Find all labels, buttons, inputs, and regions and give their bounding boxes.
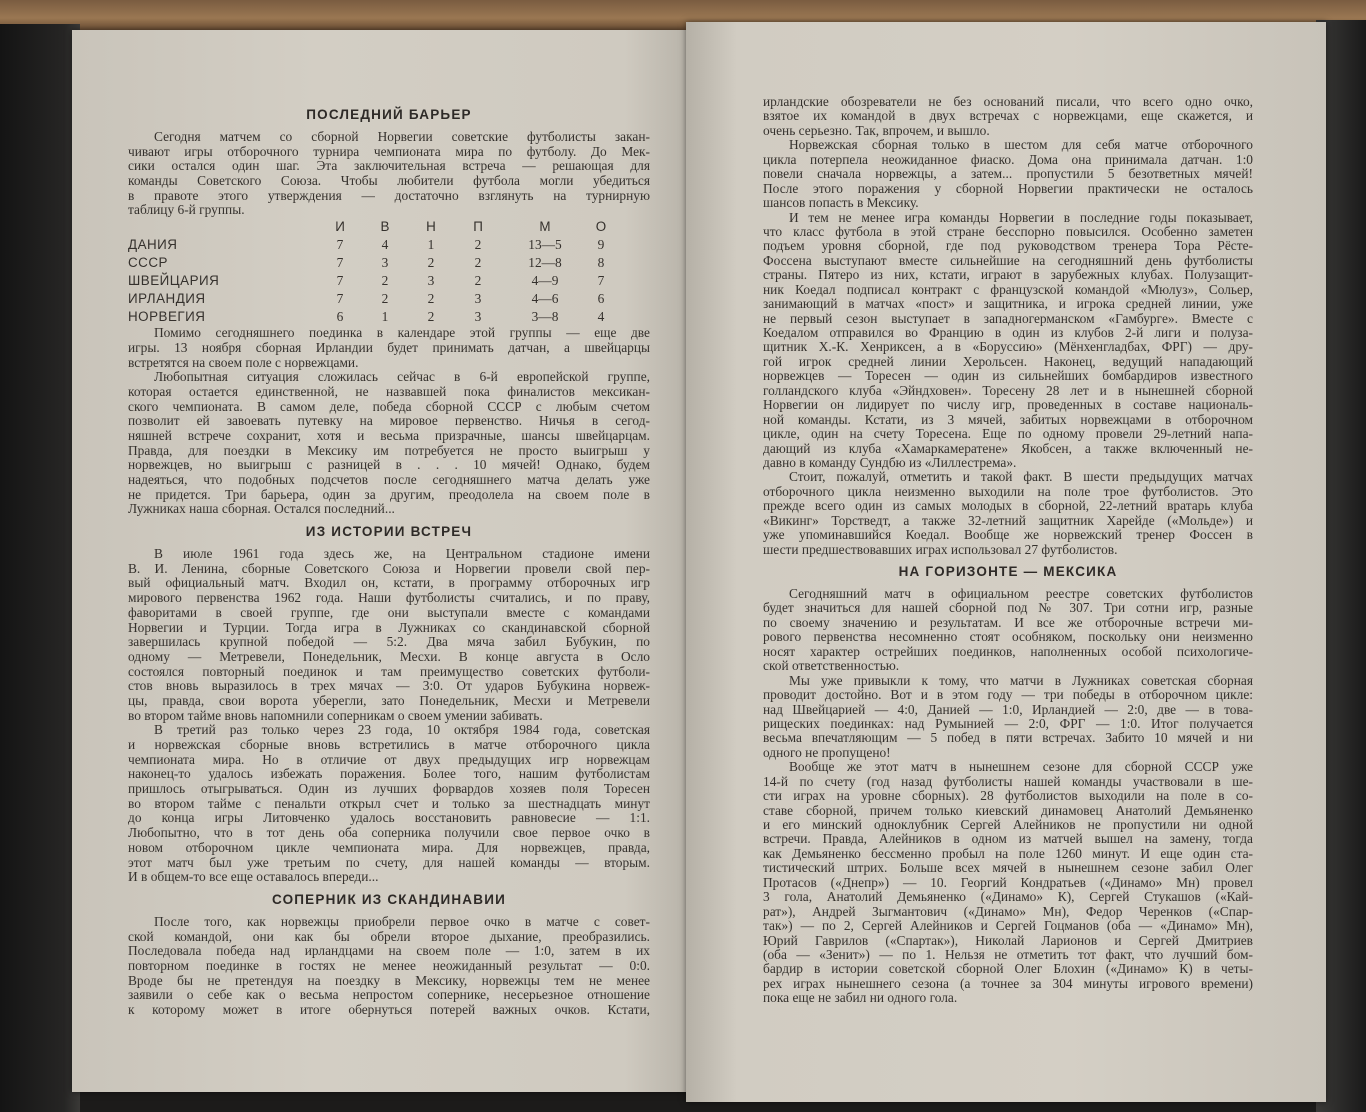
text-line: И в общем-то все еще оставалось впереди... bbox=[128, 869, 379, 885]
text-line: няшней встрече сохранит, хотя и весьма призрачные, шансы швейцарцам. bbox=[128, 427, 650, 443]
text-line: Коедалом отправился во Францию в один из клубов 2-й лиги и полуза- bbox=[763, 325, 1253, 340]
text-line: Протасов («Днепр») — 10. Георгий Кондратьев («Динамо» Мн) провел bbox=[763, 874, 1253, 890]
standings-row bbox=[128, 290, 650, 308]
section-heading: НА ГОРИЗОНТЕ — МЕКСИКА bbox=[898, 564, 1118, 579]
paragraph bbox=[763, 138, 1253, 210]
stat-cell: 7 bbox=[336, 237, 344, 253]
text-line: Фоссена выступают вместе сильнейшие на сегодняшний день футболисты bbox=[763, 252, 1253, 268]
text-line: ставе сборной, причем только киевский динамовец Анатолий Демьяненко bbox=[763, 802, 1253, 818]
text-line: ной команды. Кстати, из 3 мячей, забитых норвежцами в отборочном bbox=[763, 411, 1253, 427]
stat-cell: 13—5 bbox=[528, 237, 562, 253]
text-line: Любопытная ситуация сложилась сейчас в 6-й европейской группе, bbox=[154, 369, 650, 385]
column-header: О bbox=[595, 219, 607, 235]
standings-row bbox=[128, 308, 650, 326]
stat-cell: 2 bbox=[474, 273, 482, 289]
text-line: встречи. Правда, Алейников в одном из матчей вышел на замену, тогда bbox=[763, 831, 1253, 847]
stat-cell: 4 bbox=[381, 237, 389, 253]
standings-header-row bbox=[128, 218, 650, 236]
text-line: и норвежская сборные вновь встретились в матче отборочного цикла bbox=[128, 737, 650, 752]
standings-row bbox=[128, 254, 650, 272]
left-page-text-column bbox=[128, 100, 650, 1018]
column-header: М bbox=[539, 219, 551, 235]
stat-cell: 2 bbox=[427, 291, 435, 307]
stat-cell: 12—8 bbox=[528, 255, 562, 271]
team-name: ДАНИЯ bbox=[128, 237, 178, 253]
text-line: весьма впечатляющим — 5 побед в пяти встречах. Забито 10 мячей и ни bbox=[763, 730, 1253, 746]
text-line: Мы уже привыкли к тому, что матчи в Лужниках советская сборная bbox=[789, 672, 1253, 688]
text-line: наконец-то удалось избежать поражения. Более того, нашим футболистам bbox=[128, 766, 650, 782]
text-line: не придется. Три барьера, один за другим, преодолела на своем поле в bbox=[128, 486, 650, 502]
text-line: к которому может в итоге обернуться потерей важных очков. Кстати, bbox=[128, 1002, 650, 1017]
team-name: СССР bbox=[128, 255, 168, 271]
text-line: рового первенства несомненно стоят особняком, поскольку они неизменно bbox=[763, 629, 1253, 645]
text-line: шансов попасть в Мексику. bbox=[763, 195, 919, 211]
stat-cell: 4—9 bbox=[531, 273, 559, 289]
paragraph bbox=[128, 326, 650, 370]
stat-cell: 3—8 bbox=[531, 309, 559, 325]
text-line: Норвегии он лидирует по числу игр, проведенных в составе националь- bbox=[763, 397, 1253, 413]
text-line: позволит ей завоевать путевку на мировое первенство. Ничья в сегод- bbox=[128, 413, 650, 429]
team-name: ШВЕЙЦАРИЯ bbox=[128, 273, 220, 289]
text-line: подъем уровня сборной, где под руководством тренера Тора Рёсте- bbox=[763, 238, 1253, 254]
right-page-text-column bbox=[763, 95, 1253, 1006]
stat-cell: 2 bbox=[474, 237, 482, 253]
text-line: тистический штрих. Больше всех мячей в нынешнем сезоне забил Олег bbox=[763, 860, 1253, 876]
section-heading: СОПЕРНИК ИЗ СКАНДИНАВИИ bbox=[271, 891, 507, 907]
text-line: норвежцев — Торесен — один из сильнейших бомбардиров известного bbox=[763, 368, 1253, 384]
stat-cell: 6 bbox=[597, 291, 605, 307]
text-line: Сегодняшний матч в официальном реестре советских футболистов bbox=[789, 586, 1253, 601]
column-header: И bbox=[335, 219, 345, 235]
paragraph bbox=[763, 211, 1253, 471]
text-line: гой игрок средней линии Херольсен. Наконец, ведущий нападающий bbox=[763, 353, 1253, 369]
text-line: И тем не менее игра команды Норвегии в последние годы показывает, bbox=[789, 209, 1253, 225]
text-line: надеяться, что подобных подсчетов после сегодняшнего матча делать уже bbox=[128, 472, 650, 487]
stat-cell: 3 bbox=[474, 291, 482, 307]
text-line: рех играх нынешнего сезона (а точнее за 304 минуты игрового времени) bbox=[763, 975, 1253, 991]
stat-cell: 7 bbox=[597, 273, 605, 289]
standings-table bbox=[128, 218, 650, 326]
paragraph bbox=[763, 95, 1253, 138]
stat-cell: 3 bbox=[381, 255, 389, 271]
text-line: Юрий Гаврилов («Спартак»), Николай Ларионов и Сергей Дмитриев bbox=[763, 932, 1253, 948]
column-header: П bbox=[473, 219, 483, 235]
text-line: рищеских поединках: над Румынией — 2:0, ФРГ — 1:0. Итог получается bbox=[763, 715, 1253, 731]
text-line: шести предшествовавших играх использовал 27 футболистов. bbox=[763, 541, 1118, 557]
stat-cell: 3 bbox=[427, 273, 435, 289]
text-line: После этого поражения у сборной Норвегии практически не осталось bbox=[763, 180, 1253, 196]
text-line: повторном поединке в гостях не менее неожиданный результат — 0:0. bbox=[128, 957, 650, 973]
stat-cell: 2 bbox=[427, 309, 435, 325]
text-line: отборочного цикла неизменно выходили на поле трое футболистов. Это bbox=[763, 483, 1253, 499]
column-header: Н bbox=[426, 219, 436, 235]
text-line: бардир в истории советской сборной Олег Блохин («Динамо» К) в четы- bbox=[763, 961, 1253, 977]
text-line: повели сначала норвежцы, а затем... пропустили 5 безответных мячей! bbox=[763, 166, 1253, 182]
text-line: сти играх на уровне сборных). 28 футболистов выходили на поле в со- bbox=[763, 788, 1253, 804]
text-line: ирландские обозреватели не без оснований писали, что всего одно очко, bbox=[763, 94, 1253, 109]
text-line: прежде всего один из самых молодых в сборной, 22-летний вратарь клуба bbox=[763, 498, 1253, 514]
stat-cell: 6 bbox=[336, 309, 344, 325]
text-line: фаворитами в своей группе, где они выступали вместе с командами bbox=[128, 604, 650, 620]
text-line: команды Советского Союза. Чтобы любители футбола могли убедиться bbox=[128, 173, 650, 189]
text-line: Последовала победа над ирландцами на своем поле — 1:0, затем в их bbox=[128, 943, 650, 959]
stat-cell: 4—6 bbox=[531, 291, 559, 307]
stat-cell: 8 bbox=[597, 255, 605, 271]
stat-cell: 2 bbox=[381, 291, 389, 307]
text-line: очень серьезно. Так, впрочем, и вышло. bbox=[763, 122, 990, 138]
paragraph bbox=[128, 723, 650, 885]
text-line: цикла потерпела неожиданное фиаско. Дома она принимала датчан. 1:0 bbox=[763, 151, 1253, 167]
stat-cell: 1 bbox=[381, 309, 389, 325]
text-line: этот матч был уже третьим по счету, для нашей команды — вторым. bbox=[128, 854, 650, 870]
text-line: мирового первенства 1962 года. Наши футболисты считались, и по праву, bbox=[128, 590, 650, 606]
text-line: во втором тайме вновь напомнили соперникам о своем умении забивать. bbox=[128, 707, 543, 723]
stat-cell: 7 bbox=[336, 255, 344, 271]
text-line: Сегодня матчем со сборной Норвегии советские футболисты закан- bbox=[154, 129, 650, 144]
text-line: рат»), Андрей Зыгмантович («Динамо» Мн), Федор Черенков («Спар- bbox=[763, 903, 1253, 919]
paragraph bbox=[128, 915, 650, 1018]
text-line: одного не пропущено! bbox=[763, 744, 891, 760]
text-line: Норвегии и Турции. Тогда игра в Лужниках со скандинавской сборной bbox=[128, 619, 650, 635]
text-line: носят характер острейших поединков, наполненных особой психологиче- bbox=[763, 643, 1253, 659]
text-line: сики остался один шаг. Эта заключительная встреча — решающая для bbox=[128, 158, 650, 174]
text-line: голландского клуба «Эйндховен». Торесену 28 лет и в нынешней сборной bbox=[763, 382, 1253, 398]
stat-cell: 7 bbox=[336, 273, 344, 289]
text-line: В третий раз только через 23 года, 10 октября 1984 года, советская bbox=[154, 722, 650, 738]
text-line: ской командой, они как бы обрели второе дыхание, преобразились. bbox=[128, 928, 650, 944]
text-line: Помимо сегодняшнего поединка в календаре этой группы — еще две bbox=[154, 325, 650, 341]
stat-cell: 2 bbox=[427, 255, 435, 271]
text-line: чивают игры отборочного турнира чемпионата мира по футболу. До Мек- bbox=[128, 143, 650, 159]
text-line: Правда, для поездки в Мексику им потребуется не просто выигрыш у bbox=[128, 442, 650, 458]
text-line: вый официальный матч. Входил он, кстати, в программу отборочных игр bbox=[128, 575, 650, 591]
text-line: давно в команду Сундбю из «Лиллестрема». bbox=[763, 454, 1017, 470]
text-line: состоялся повторный поединок и там преимущество советских футболи- bbox=[128, 663, 650, 679]
text-line: В. И. Ленина, сборные Советского Союза и Норвегии провели свой пер- bbox=[128, 560, 650, 576]
text-line: взятое их командой в двух встречах с норвежцами, еще скажется, и bbox=[763, 108, 1253, 124]
stat-cell: 4 bbox=[597, 309, 605, 325]
text-line: В июле 1961 года здесь же, на Центральном стадионе имени bbox=[154, 546, 650, 562]
column-header bbox=[128, 218, 318, 236]
text-line: щитник Х.-К. Хенриксен, а в «Боруссию» (Мёнхенгладбах, ФРГ) — дру- bbox=[763, 339, 1253, 355]
text-line: норвежцев, но выигрыш с разницей в . . . 10 мячей! Однако, будем bbox=[128, 457, 650, 473]
text-line: После того, как норвежцы приобрели первое очко в матче с совет- bbox=[154, 913, 650, 929]
text-line: не первый сезон выступает в западногерманском «Гамбурге». Вместе с bbox=[763, 310, 1253, 326]
column-header: В bbox=[380, 219, 390, 235]
text-line: стов вновь выразилось в трех мячах — 3:0. От ударов Бубукина норвеж- bbox=[128, 678, 650, 694]
team-name: НОРВЕГИЯ bbox=[128, 309, 206, 325]
stat-cell: 9 bbox=[597, 237, 605, 253]
text-line: таблицу 6-й группы. bbox=[128, 202, 245, 218]
text-line: до конца игры Литовченко удалось восстановить равновесие — 1:1. bbox=[128, 810, 650, 826]
text-line: страны. Пятеро из них, кстати, играют в зарубежных клубах. Полузащит- bbox=[763, 267, 1253, 283]
paragraph bbox=[763, 674, 1253, 761]
paragraph bbox=[128, 130, 650, 218]
text-line: завершилась крупной победой — 5:2. Два мяча забил Бубукин, по bbox=[128, 634, 650, 650]
text-line: которая остается единственной, не назвавшей пока финалистов мексикан- bbox=[128, 383, 650, 399]
binder-cover-left bbox=[0, 24, 80, 1112]
text-line: (оба — «Зенит») — по 1. Нельзя не отметить тот факт, что лучший бом- bbox=[763, 946, 1253, 962]
text-line: занимающий в матчах «пост» и защитника, и игрока средней линии, уже bbox=[763, 296, 1253, 312]
text-line: 3 гола, Анатолий Демьяненко («Динамо» К), Сергей Стукашов («Кай- bbox=[763, 889, 1253, 905]
text-line: как Демьяненко бессменно пробыл на поле 1260 минут. И еще один ста- bbox=[763, 845, 1253, 861]
text-line: будет значиться для нашей сборной под № 307. Три сотни игр, разные bbox=[763, 600, 1253, 616]
stat-cell: 1 bbox=[427, 237, 435, 253]
text-line: 14-й по счету (год назад футболисты нашей команды участвовали в ше- bbox=[763, 773, 1253, 789]
paragraph bbox=[763, 760, 1253, 1005]
text-line: Лужниках наша сборная. Остался последний... bbox=[128, 501, 395, 517]
paragraph bbox=[763, 587, 1253, 674]
text-line: Стоит, пожалуй, отметить и такой факт. В шести предыдущих матчах bbox=[789, 469, 1253, 485]
text-line: в правоте этого утверждения — достаточно взглянуть на турнирную bbox=[128, 187, 650, 203]
text-line: ской ответственностью. bbox=[763, 658, 900, 674]
text-line: уже упоминавшийся Коедал. Вообще же норвежский тренер Фоссен в bbox=[763, 527, 1253, 543]
text-line: цы, правда, свои ворота уберегли, зато Понедельник, Месхи и Метревели bbox=[128, 692, 650, 708]
text-line: ник Коедал подписал контракт с французской командой «Мюлуз», Сольер, bbox=[763, 281, 1253, 297]
text-line: «Викинг» Торстведт, а также 32-летний защитник Харейде («Мольде») и bbox=[763, 512, 1253, 528]
text-line: цикле, один на счету Торесена. Еще по одному провели 29-летний напа- bbox=[763, 426, 1253, 442]
text-line: Вообще же этот матч в нынешнем сезоне для сборной СССР уже bbox=[789, 759, 1253, 775]
text-line: по своему значению и результатам. И все же отборочные встречи ми- bbox=[763, 614, 1253, 630]
text-line: игры. 13 ноября сборная Ирландии будет принимать датчан, а швейцарцы bbox=[128, 339, 650, 355]
text-line: ского чемпионата. В самом деле, победа сборной СССР с любым счетом bbox=[128, 398, 650, 414]
stat-cell: 2 bbox=[474, 255, 482, 271]
text-line: Норвежская сборная только в шестом для себя матче отборочного bbox=[789, 137, 1253, 153]
text-line: одному — Метревели, Понедельник, Месхи. В конце августа в Осло bbox=[128, 648, 650, 664]
text-line: Вроде бы не претендуя на поездку в Мексику, норвежцы тем не менее bbox=[128, 972, 650, 988]
paragraph bbox=[763, 470, 1253, 557]
text-line: над Швейцарией — 4:0, Данией — 1:0, Ирландией — 2:0, две — в това- bbox=[763, 701, 1253, 717]
text-line: пришлось отыгрываться. Один из лучших форвардов хозяев поля Торесен bbox=[128, 781, 650, 797]
standings-row bbox=[128, 236, 650, 254]
text-line: новом отборочном цикле чемпионата мира. Для норвежцев, правда, bbox=[128, 839, 650, 855]
text-line: что класс футбола в этой стране бесспорно повысился. Особенно заметен bbox=[763, 223, 1253, 239]
standings-row bbox=[128, 272, 650, 290]
text-line: дающий из клуба «Хамаркамератене» Якобсен, а также включенный не- bbox=[763, 440, 1253, 456]
text-line: Любопытно, что в тот день оба соперника получили свое первое очко в bbox=[128, 825, 650, 841]
text-line: чемпионата мира. Но в отличие от двух предыдущих игр норвежцам bbox=[128, 751, 650, 767]
section-heading: ПОСЛЕДНИЙ БАРЬЕР bbox=[306, 107, 472, 122]
paragraph bbox=[128, 547, 650, 723]
stat-cell: 3 bbox=[474, 309, 482, 325]
text-line: во втором тайме с пенальти открыл счет и только за шестнадцать минут bbox=[128, 795, 650, 811]
text-line: проводит достойно. Вот и в этом году — три победы в отборочном цикле: bbox=[763, 687, 1253, 703]
text-line: пока еще не забил ни одного гола. bbox=[763, 990, 958, 1006]
text-line: заявили о себе как о весьма непростом сопернике, несерьезное отношение bbox=[128, 987, 650, 1003]
text-line: так») — по 2, Сергей Алейников и Сергей Гоцманов (оба — «Динамо» Мн), bbox=[763, 918, 1253, 934]
stat-cell: 2 bbox=[381, 273, 389, 289]
text-line: встретятся на своем поле с норвежцами. bbox=[128, 354, 359, 370]
paragraph bbox=[128, 370, 650, 517]
team-name: ИРЛАНДИЯ bbox=[128, 291, 206, 307]
stat-cell: 7 bbox=[336, 291, 344, 307]
text-line: и его минский одноклубник Сергей Алейников не пропустили ни одной bbox=[763, 817, 1253, 832]
section-heading: ИЗ ИСТОРИИ ВСТРЕЧ bbox=[305, 524, 473, 540]
